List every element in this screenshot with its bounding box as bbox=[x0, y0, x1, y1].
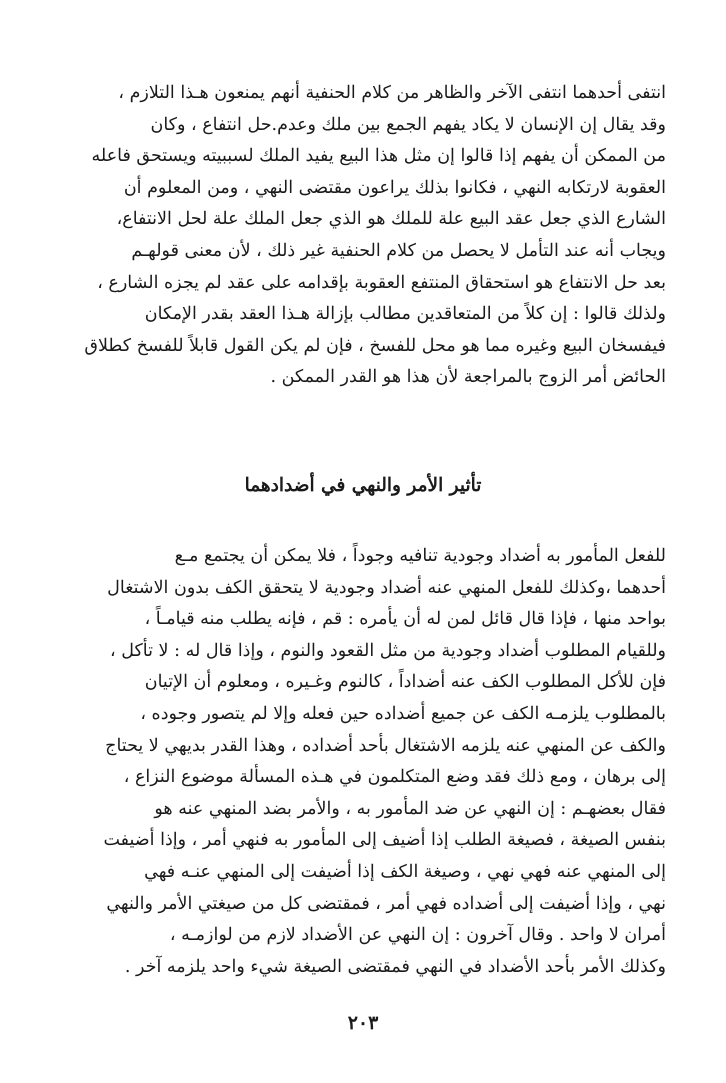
text-line: ولذلك قالوا : إن كلاً من المتعاقدين مطالب بإزالة هـذا العقد بقدر الإمكان bbox=[144, 304, 666, 325]
text-line: فإن للأكل المطلوب الكف عنه أضداداً ، كالنوم وغـيره ، ومعلوم أن الإتيان bbox=[144, 672, 666, 693]
text-line: بواحد منها ، فإذا قال قائل لمن له أن يأمره : قم ، فإنه يطلب منه قيامـاً ، bbox=[144, 609, 666, 630]
page-number: ٢٠٣ bbox=[347, 1012, 379, 1034]
text-line: من الممكن أن يفهم إذا قالوا إن مثل هذا البيع يفيد الملك لسببيته ويستحق فاعله bbox=[91, 146, 666, 167]
text-line: بعد حل الانتفاع هو استحقاق المنتفع العقوبة بإقدامه على عقد لم يجزه الشارع ، bbox=[97, 272, 666, 293]
text-line: أحدهما ،وكذلك للفعل المنهي عنه أضداد وجودية لا يتحقق الكف بدون الاشتغال bbox=[107, 577, 666, 598]
section-paragraph bbox=[64, 541, 666, 983]
text-line: وللقيام المطلوب أضداد وجودية من مثل القعود والنوم ، وإذا قال له : لا تأكل ، bbox=[110, 640, 666, 661]
paragraph-continued bbox=[64, 78, 666, 394]
text-line: والكف عن المنهي عنه يلزمه الاشتغال بأحد أضداده ، وهذا القدر بديهي لا يحتاج bbox=[105, 735, 666, 756]
text-line: إلى برهان ، ومع ذلك فقد وضع المتكلمون في هـذه المسألة موضوع النزاع ، bbox=[123, 767, 666, 788]
text-line: وقد يقال إن الإنسان لا يكاد يفهم الجمع بين ملك وعدم.حل انتفاع ، وكان bbox=[150, 114, 666, 135]
text-line: بنفس الصيغة ، فصيغة الطلب إذا أضيف إلى المأمور به فنهي أمر ، وإذا أضيفت bbox=[103, 830, 666, 851]
text-line: انتفى أحدهما انتفى الآخر والظاهر من كلام الحنفية أنهم يمنعون هـذا التلازم ، bbox=[118, 83, 666, 103]
text-line: فقال بعضهـم : إن النهي عن ضد المأمور به ، والأمر بضد المنهي عنه هو bbox=[154, 798, 666, 819]
text-line: العقوبة لارتكابه النهي ، فكانوا بذلك يراعون مقتضى النهي ، ومن المعلوم أن bbox=[123, 177, 666, 198]
text-line: وكذلك الأمر بأحد الأضداد في النهي فمقتضى الصيغة شيء واحد يلزمه آخر . bbox=[124, 956, 666, 977]
text-line: فيفسخان البيع وغيره مما هو محل للفسخ ، فإن لم يكن القول قابلاً للفسخ كطلاق bbox=[84, 335, 666, 356]
text-line: نهي ، وإذا أضيفت إلى أضداده فهي أمر ، فمقتضى كل من صيغتي الأمر والنهي bbox=[106, 893, 666, 914]
text-line: بالمطلوب يلزمـه الكف عن جميع أضداده حين فعله وإلا لم يتصور وجوده ، bbox=[140, 703, 666, 724]
section-heading: تأثير الأمر والنهي في أضدادهما bbox=[244, 475, 482, 496]
text-line: الحائض أمر الزوج بالمراجعة لأن هذا هو القدر الممكن . bbox=[270, 367, 666, 388]
text-line: أمران لا واحد . وقال آخرون : إن النهي عن الأضداد لازم من لوازمـه ، bbox=[169, 925, 666, 946]
text-line: للفعل المأمور به أضداد وجودية تنافيه وجوداً ، فلا يمكن أن يجتمع مـع bbox=[174, 546, 666, 566]
text-line: إلى المنهي عنه فهي نهي ، وصيغة الكف إذا أضيفت إلى المنهي عنـه فهي bbox=[144, 861, 666, 882]
text-line: الشارع الذي جعل عقد البيع علة للملك هو الذي جعل الملك علة لحل الانتفاع، bbox=[116, 209, 666, 230]
text-line: ويجاب أنه عند التأمل لا يحصل من كلام الحنفية غير ذلك ، لأن معنى قولهـم bbox=[131, 240, 666, 261]
